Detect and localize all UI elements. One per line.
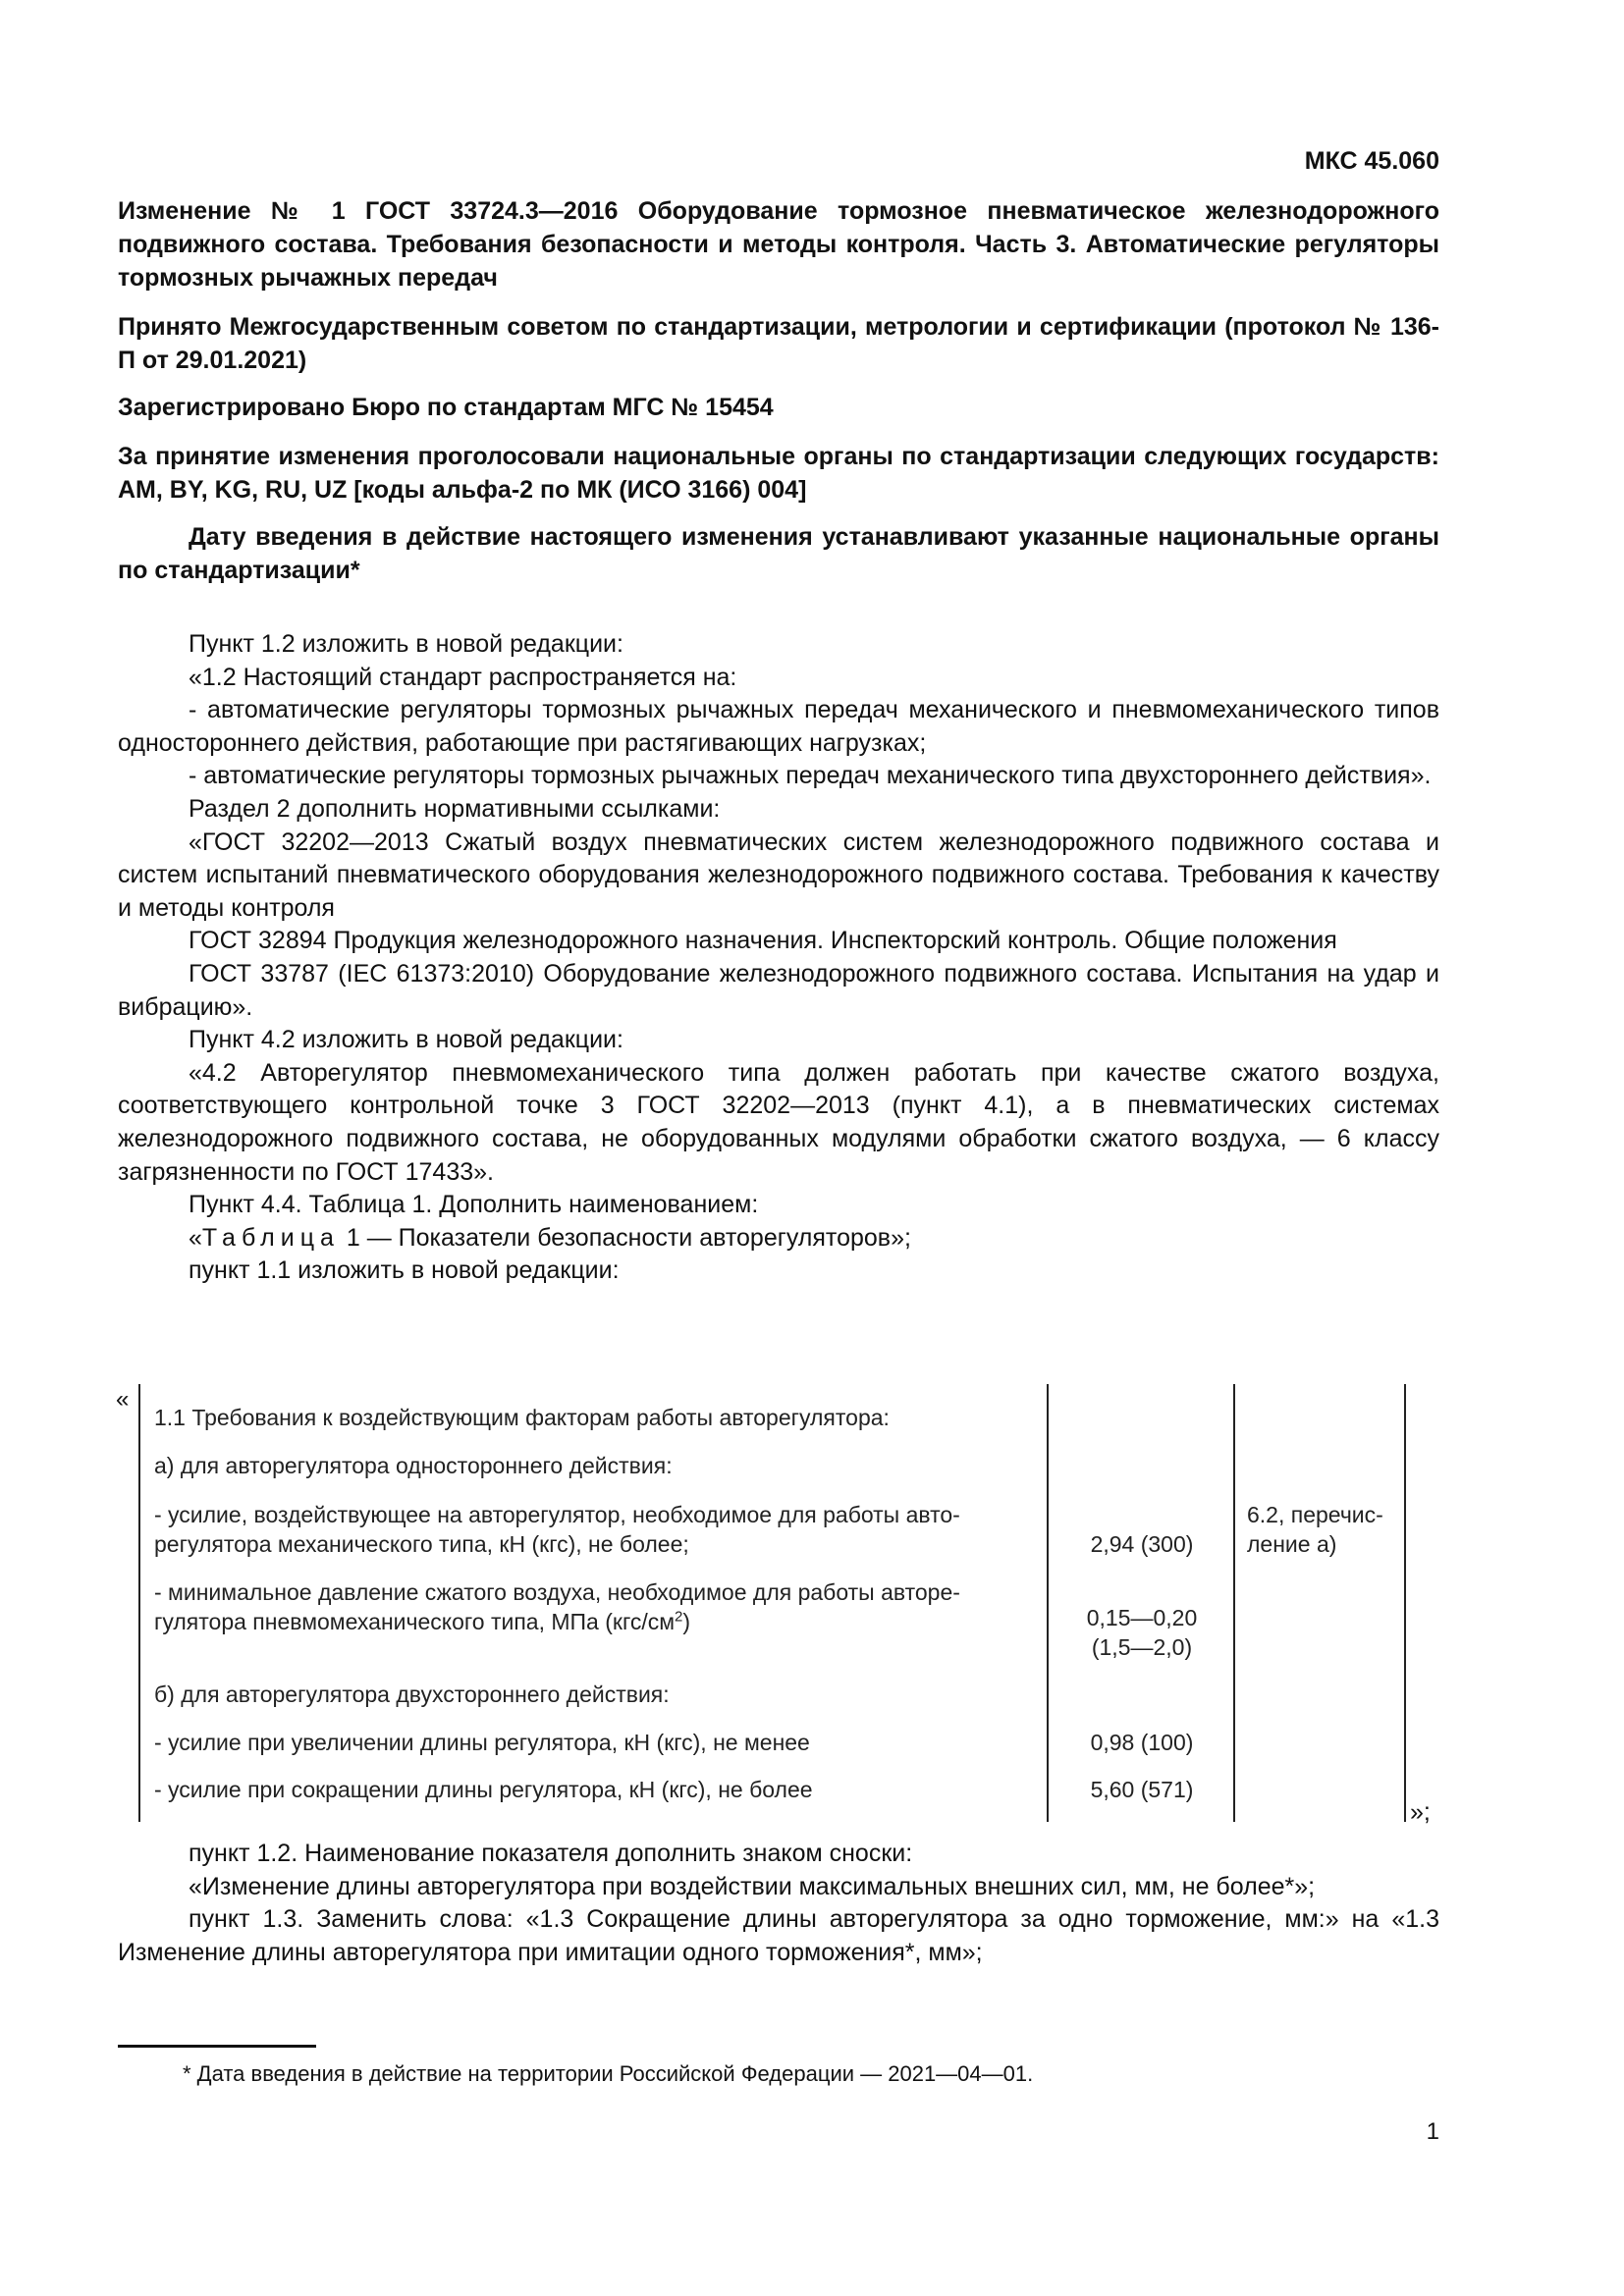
paragraph: пункт 1.3. Заменить слова: «1.3 Сокращение длины авторегулятора за одно торможение, мм:» на «1.3 Изменение длины авторегулятора при имитации одного торможения*, мм»; bbox=[118, 1905, 1439, 1966]
table-name-rest: 1 — Показатели безопасности авторегуляторов»; bbox=[339, 1223, 911, 1252]
paragraph: - автоматические регуляторы тормозных рычажных передач механического и пневмомеханического типов одностороннего действия, работающие при растягивающих нагрузках; bbox=[118, 696, 1439, 757]
table-value: 5,60 (571) bbox=[1090, 1777, 1194, 1802]
voted-states: За принятие изменения проголосовали национальные органы по стандартизации следующих государств: AM, BY, KG, RU, UZ [коды альфа-2 по МК (ИСО 3166) 004] bbox=[118, 443, 1439, 504]
paragraph: пункт 1.1 изложить в новой редакции: bbox=[189, 1256, 620, 1285]
page-number: 1 bbox=[1426, 2118, 1439, 2145]
paragraph: «1.2 Настоящий стандарт распространяется на: bbox=[189, 663, 737, 691]
table-open-quote: « bbox=[116, 1386, 130, 1413]
superscript: 2 bbox=[675, 1608, 683, 1626]
table-cell bbox=[154, 1577, 1038, 1636]
paragraph: «4.2 Авторегулятор пневмомеханического типа должен работать при качестве сжатого воздуха, соответствующего контрольной точке 3 ГОСТ 32202—2013 (пункт 4.1), а в пневматических системах железнодорожного подвижного состава, не оборудованных модулями обработки сжатого воздуха, — 6 классу загрязненности по ГОСТ 17433». bbox=[118, 1058, 1439, 1186]
paragraph: пункт 1.2. Наименование показателя дополнить знаком сноски: bbox=[189, 1840, 913, 1867]
amendment-title: Изменение № 1 ГОСТ 33724.3—2016 Оборудование тормозное пневматическое железнодорожного подвижного состава. Требования безопасности и методы контроля. Часть 3. Автоматические регуляторы тормозных рычажных передач bbox=[118, 197, 1439, 292]
paragraph: Пункт 4.2 изложить в новой редакции: bbox=[189, 1026, 623, 1054]
table-cell-text: гулятора пневмомеханического типа, МПа (кгс/см bbox=[154, 1609, 676, 1634]
table-cell-line: (1,5—2,0) bbox=[1091, 1634, 1193, 1660]
table-cell bbox=[154, 1500, 1038, 1559]
paragraph: ГОСТ 32894 Продукция железнодорожного назначения. Инспекторский контроль. Общие положения bbox=[189, 927, 1337, 955]
paragraph: «Изменение длины авторегулятора при воздействии максимальных внешних сил, мм, не более*»; bbox=[189, 1872, 1316, 1900]
table-cell-text: ) bbox=[682, 1609, 691, 1634]
footnote: * Дата введения в действие на территории Российской Федерации — 2021—04—01. bbox=[183, 2061, 1034, 2086]
table-cell-line: - усилие, воздействующее на авторегулятор, необходимое для работы авто- bbox=[154, 1502, 960, 1527]
amendment-body-continued bbox=[118, 1838, 1439, 1969]
paragraph: Пункт 4.4. Таблица 1. Дополнить наименованием: bbox=[189, 1191, 759, 1219]
table-cell-line: - минимальное давление сжатого воздуха, необходимое для работы авторе- bbox=[154, 1579, 960, 1605]
table-cell-line: ление а) bbox=[1247, 1531, 1337, 1557]
table-value bbox=[1058, 1603, 1225, 1662]
table-cell: - усилие при сокращении длины регулятора, кН (кгс), не более bbox=[154, 1777, 813, 1802]
table-close-quote: »; bbox=[1410, 1798, 1431, 1826]
date-note: Дату введения в действие настоящего изменения устанавливают указанные национальные органы по стандартизации* bbox=[118, 523, 1439, 584]
table-cell: - усилие при увеличении длины регулятора, кН (кгс), не менее bbox=[154, 1730, 810, 1755]
table-cell: б) для авторегулятора двухстороннего действия: bbox=[154, 1682, 670, 1707]
adopted-by: Принято Межгосударственным советом по стандартизации, метрологии и сертификации (протокол № 136-П от 29.01.2021) bbox=[118, 313, 1439, 374]
table-value: 0,98 (100) bbox=[1090, 1730, 1194, 1755]
safety-indicators-table bbox=[0, 1384, 1624, 1826]
table-cell-line: 0,15—0,20 bbox=[1086, 1605, 1198, 1630]
table-word: Таблица bbox=[201, 1223, 340, 1252]
table-cell-line: регулятора механического типа, кН (кгс), не более; bbox=[154, 1531, 689, 1557]
paragraph: - автоматические регуляторы тормозных рычажных передач механического типа двухстороннего действия». bbox=[189, 762, 1432, 790]
table-cell: 1.1 Требования к воздействующим факторам работы авторегулятора: bbox=[154, 1405, 890, 1430]
mks-code: МКС 45.060 bbox=[1304, 147, 1439, 175]
paragraph: Раздел 2 дополнить нормативными ссылками: bbox=[189, 794, 721, 823]
footnote-separator bbox=[118, 2045, 316, 2048]
paragraph: ГОСТ 33787 (IEC 61373:2010) Оборудование железнодорожного подвижного состава. Испытания на удар и вибрацию». bbox=[118, 959, 1439, 1021]
registration: Зарегистрировано Бюро по стандартам МГС № 15454 bbox=[118, 394, 774, 421]
table-value: 2,94 (300) bbox=[1090, 1531, 1194, 1557]
table-cell: а) для авторегулятора одностороннего действия: bbox=[154, 1453, 673, 1478]
paragraph: «ГОСТ 32202—2013 Сжатый воздух пневматических систем железнодорожного подвижного состава и систем испытаний пневматического оборудования железнодорожного подвижного состава. Требования к качеству и методы контроля bbox=[118, 828, 1439, 922]
paragraph: Пункт 1.2 изложить в новой редакции: bbox=[189, 630, 623, 658]
table-name-paragraph bbox=[118, 1222, 1439, 1255]
amendment-body bbox=[118, 628, 1439, 1288]
table-reference bbox=[1247, 1500, 1404, 1559]
quote-mark: « bbox=[189, 1223, 202, 1252]
table-cell-line: 6.2, перечис- bbox=[1247, 1502, 1383, 1527]
table-cell-line bbox=[154, 1607, 1038, 1636]
